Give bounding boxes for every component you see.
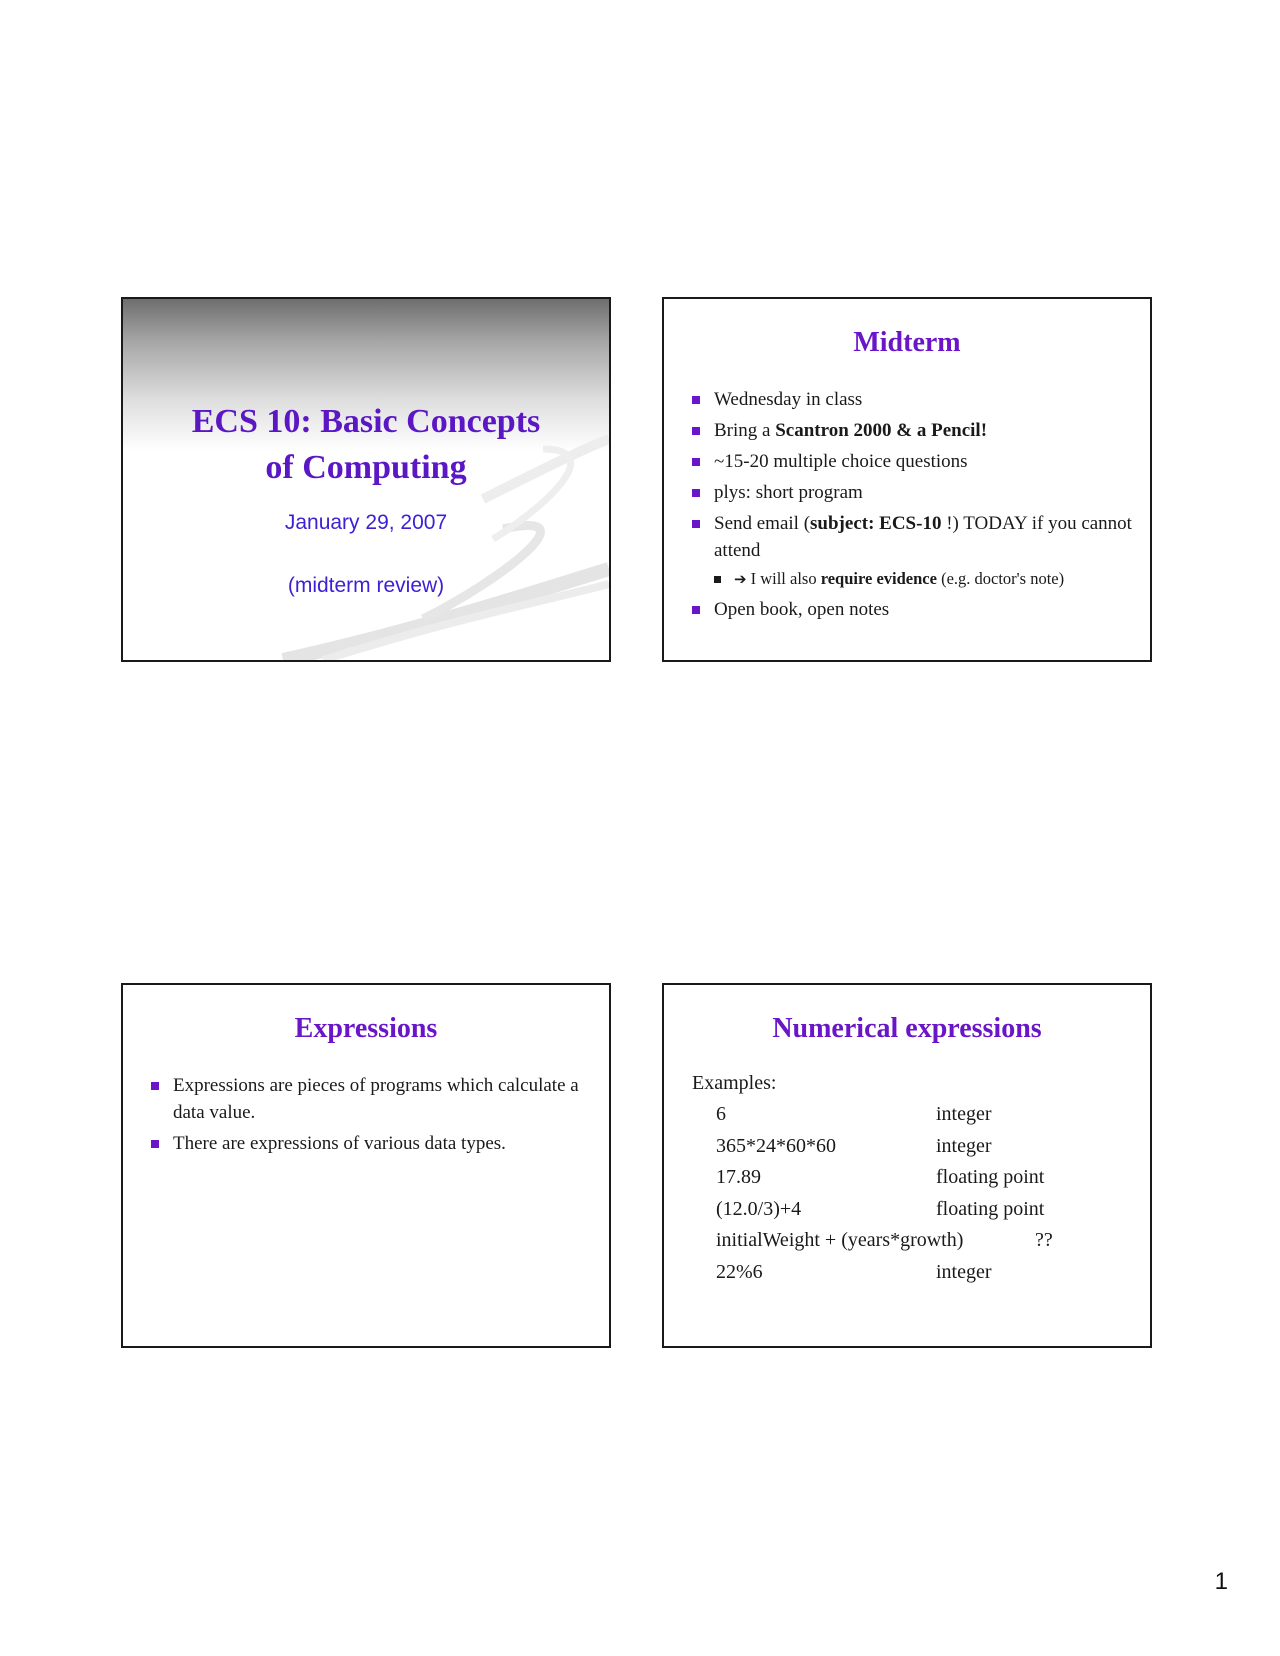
bullet-item: Open book, open notes: [692, 596, 1132, 623]
bullet-square-icon: [692, 427, 700, 435]
example-row: [716, 1261, 1136, 1293]
bullet-item: Expressions are pieces of programs which calculate a data value.: [151, 1072, 591, 1126]
midterm-slide: [662, 297, 1152, 662]
example-expression: (12.0/3)+4: [716, 1197, 802, 1220]
bullet-square-icon: [692, 396, 700, 404]
bullet-square-icon: [151, 1082, 159, 1090]
presentation-subtitle: (midterm review): [287, 574, 445, 597]
presentation-title: [123, 399, 609, 491]
page-number: 1: [1214, 1568, 1228, 1595]
bullet-square-icon: [692, 606, 700, 614]
bullet-item: Send email (subject: ECS-10 !) TODAY if you cannot attend: [692, 510, 1132, 564]
example-row: [716, 1103, 1136, 1135]
right-arrow-icon: ➔: [734, 570, 747, 588]
example-type: floating point: [936, 1166, 1045, 1188]
bullet-square-icon: [692, 458, 700, 466]
slide-title: Expressions: [294, 1013, 438, 1044]
sub-bullet-item: ➔ I will also require evidence (e.g. doctor's note): [692, 568, 1132, 590]
numerical-expressions-slide: [662, 983, 1152, 1348]
example-type: integer: [936, 1260, 992, 1283]
title-line-2: of Computing: [265, 449, 467, 486]
examples-label: Examples:: [692, 1072, 777, 1094]
bullet-square-icon: [692, 520, 700, 528]
example-expression: 6: [716, 1103, 726, 1125]
example-row: [716, 1229, 1136, 1261]
bullet-item: ~15-20 multiple choice questions: [692, 448, 1132, 475]
bullet-square-icon: [714, 576, 721, 583]
bullet-item: plys: short program: [692, 479, 1132, 506]
title-line-1: ECS 10: Basic Concepts: [191, 403, 541, 440]
expressions-slide: [121, 983, 611, 1348]
example-expression: 365*24*60*60: [716, 1134, 836, 1157]
examples-table: [716, 1103, 1136, 1292]
bullet-square-icon: [151, 1140, 159, 1148]
bullet-item: There are expressions of various data types.: [151, 1130, 591, 1157]
example-row: [716, 1135, 1136, 1167]
example-type: floating point: [936, 1197, 1045, 1220]
example-type: ??: [1035, 1229, 1053, 1251]
example-expression: initialWeight + (years*growth): [716, 1229, 964, 1251]
presentation-date: January 29, 2007: [284, 511, 448, 534]
bullet-list: [151, 1072, 591, 1161]
example-expression: 22%6: [716, 1260, 763, 1283]
bullet-item: Bring a Scantron 2000 & a Pencil!: [692, 417, 1132, 444]
example-expression: 17.89: [716, 1166, 761, 1188]
bullet-item: Wednesday in class: [692, 386, 1132, 413]
example-type: integer: [936, 1134, 992, 1157]
title-slide: [121, 297, 611, 662]
slide-title: Numerical expressions: [772, 1013, 1042, 1044]
example-row: [716, 1166, 1136, 1198]
example-row: [716, 1198, 1136, 1230]
example-type: integer: [936, 1103, 992, 1125]
bullet-square-icon: [692, 489, 700, 497]
bullet-list: [692, 386, 1132, 627]
slide-title: Midterm: [853, 327, 961, 358]
